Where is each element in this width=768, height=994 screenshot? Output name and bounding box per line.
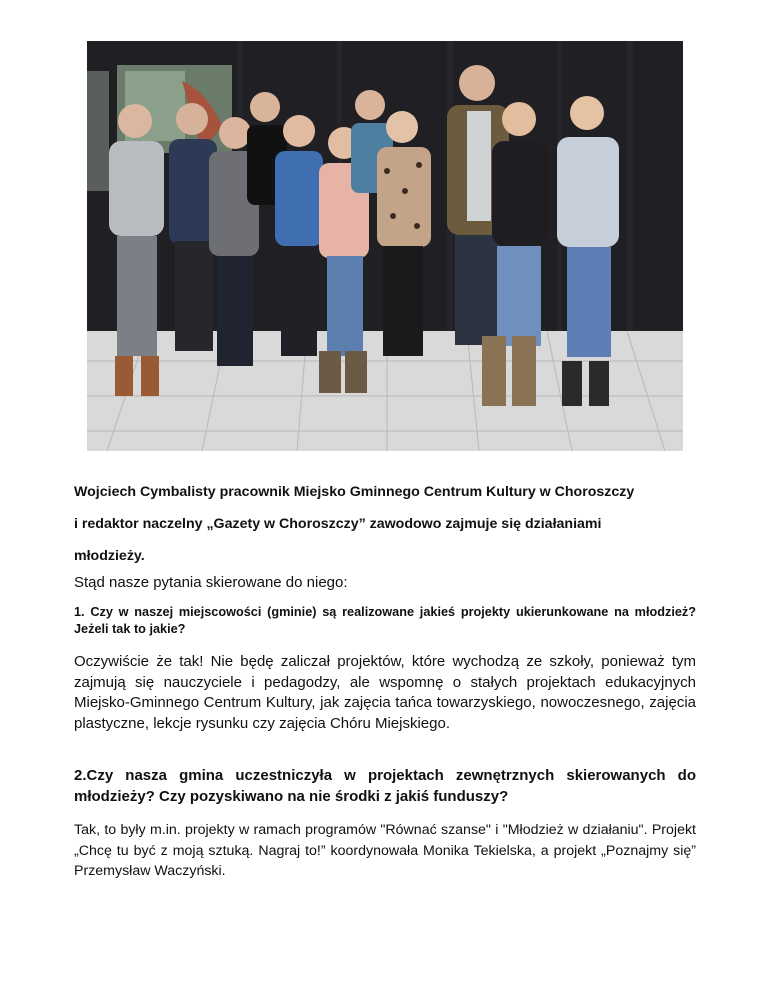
answer-2: Tak, to były m.in. projekty w ramach programów "Równać szanse" i "Młodzież w działaniu". Projekt „Chcę tu być z moją sztuką. Nagraj to!” koordynowała Monika Tekielska, a projekt „Poznajmy się” Przemysław Waczyński. bbox=[74, 822, 696, 880]
answer-1: Oczywiście że tak! Nie będę zaliczał projektów, które wychodzą ze szkoły, ponieważ tym zajmują się nauczyciele i pedagodzy, ale wspomnę o stałych projektach edukacyjnych Miejsko-Gminnego Centrum Kultury, jak zajęcia tańca towarzyskiego, nowoczesnego, zajęcia plastyczne, lekcje rysunku czy zajęcia Chóru Miejskiego. bbox=[74, 653, 696, 732]
lead-sentence: Stąd nasze pytania skierowane do niego: bbox=[74, 574, 348, 591]
group-photo-illustration bbox=[87, 41, 683, 451]
intro-line: Wojciech Cymbalisty pracownik Miejsko Gminnego Centrum Kultury w Choroszczy bbox=[74, 484, 635, 500]
intro-line: młodzieży. bbox=[74, 548, 145, 564]
intro-paragraph bbox=[74, 476, 696, 572]
question-2: 2.Czy nasza gmina uczestniczyła w projektach zewnętrznych skierowanych do młodzieży? Czy pozyskiwano na nie środki z jakiś funduszy? bbox=[74, 767, 696, 805]
question-1: 1. Czy w naszej miejscowości (gminie) są realizowane jakieś projekty ukierunkowane na młodzież? Jeżeli tak to jakie? bbox=[74, 605, 696, 636]
intro-line: i redaktor naczelny „Gazety w Choroszczy” zawodowo zajmuje się działaniami bbox=[74, 516, 602, 532]
group-photo bbox=[87, 41, 683, 451]
